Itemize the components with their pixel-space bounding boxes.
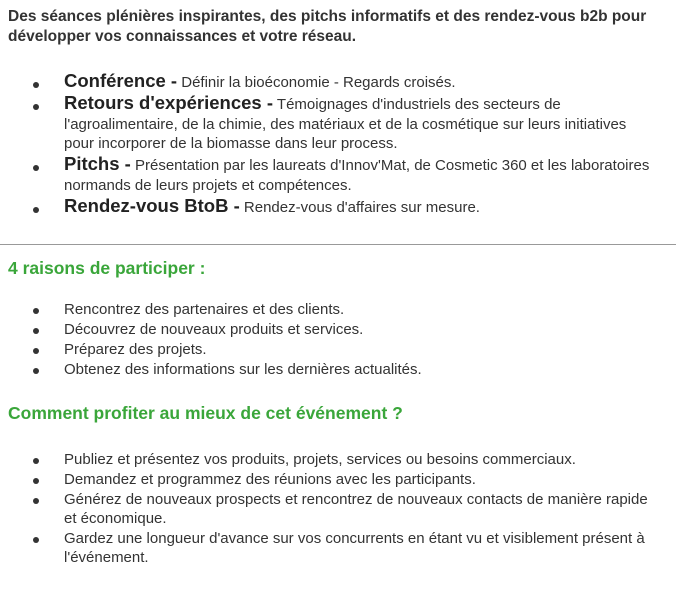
bullet-icon (33, 537, 39, 543)
bullet-icon (33, 458, 39, 464)
bullet-icon (33, 368, 39, 374)
item-text: Obtenez des informations sur les dernières actualités. (64, 361, 422, 378)
item-title: Pitchs - (64, 153, 131, 175)
item-text: Publiez et présentez vos produits, projets, services ou besoins commerciaux. (64, 451, 576, 468)
item-text: Rendez-vous d'affaires sur mesure. (239, 198, 480, 216)
list-item (30, 93, 650, 154)
section-divider (0, 244, 676, 245)
list-item (30, 340, 650, 359)
item-title: Retours d'expériences - (64, 91, 274, 113)
bullet-icon (33, 165, 39, 171)
intro-paragraph: Des séances plénières inspirantes, des pitchs informatifs et des rendez-vous b2b pour développer vos connaissances et votre réseau. (8, 8, 647, 45)
bullet-icon (33, 104, 39, 110)
item-title: Rendez-vous BtoB - (64, 194, 240, 216)
list-item (30, 196, 650, 218)
list-item (30, 490, 650, 528)
bullet-icon (33, 498, 39, 504)
program-list (30, 71, 650, 218)
list-item (30, 320, 650, 339)
bullet-icon (33, 348, 39, 354)
bullet-icon (33, 478, 39, 484)
list-item (30, 529, 650, 567)
list-item (30, 71, 650, 93)
item-text: Préparez des projets. (64, 341, 207, 358)
item-text: Demandez et programmez des réunions avec les participants. (64, 471, 476, 488)
tips-list (30, 450, 650, 568)
list-item (30, 360, 650, 379)
list-item (30, 300, 650, 319)
reasons-heading: 4 raisons de participer : (8, 258, 206, 278)
item-text: Gardez une longueur d'avance sur vos concurrents en étant vu et visiblement présent à l'événement. (64, 530, 645, 566)
item-text: Définir la bioéconomie - Regards croisés. (177, 74, 456, 91)
list-item (30, 154, 650, 196)
item-text: Présentation par les laureats d'Innov'Mat, de Cosmetic 360 et les laboratoires normands de leurs projets et compétences. (64, 157, 650, 194)
reasons-list (30, 300, 650, 380)
bullet-icon (33, 328, 39, 334)
list-item (30, 450, 650, 469)
bullet-icon (33, 82, 39, 88)
bullet-icon (33, 308, 39, 314)
tips-heading: Comment profiter au mieux de cet événement ? (8, 403, 403, 423)
item-text: Générez de nouveaux prospects et rencontrez de nouveaux contacts de manière rapide et économique. (64, 491, 648, 527)
list-item (30, 470, 650, 489)
bullet-icon (33, 207, 39, 213)
item-title: Conférence - (64, 70, 178, 91)
item-text: Témoignages d'industriels des secteurs de l'agroalimentaire, de la chimie, des matériaux et de la cosmétique sur leurs initiatives pour incorporer de la biomasse dans leur process. (64, 95, 627, 153)
item-text: Découvrez de nouveaux produits et services. (64, 321, 364, 338)
item-text: Rencontrez des partenaires et des clients. (64, 301, 345, 318)
